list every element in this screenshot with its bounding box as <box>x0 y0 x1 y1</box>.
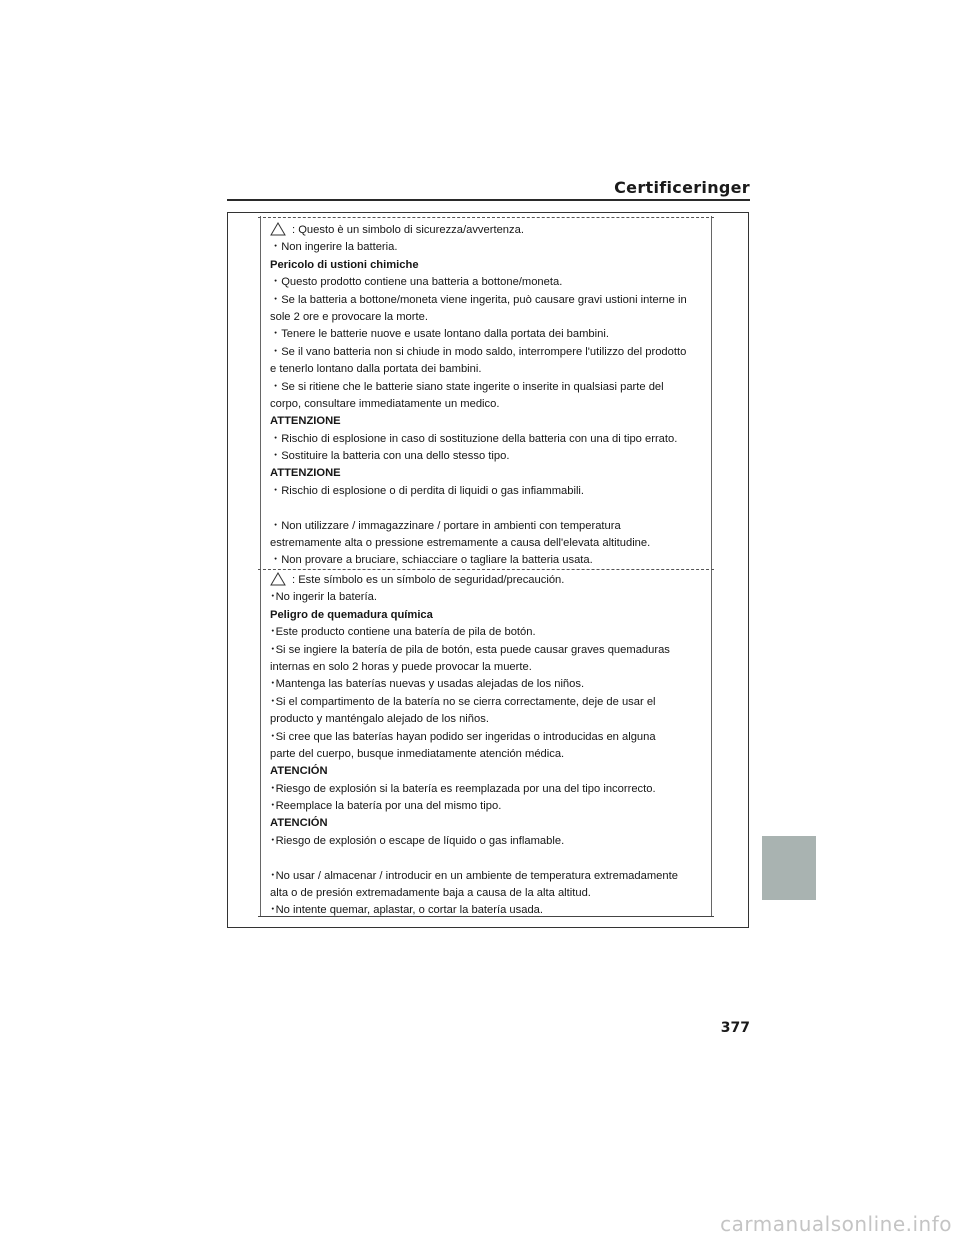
text-line <box>270 572 706 589</box>
text-line <box>270 274 706 291</box>
section-heading <box>270 763 706 780</box>
line-text: sole 2 ore e provocare la morte. <box>270 310 428 323</box>
line-text: ATENCIÓN <box>270 817 328 830</box>
blank-line <box>270 500 706 517</box>
text-line <box>270 518 706 535</box>
line-text: ATTENZIONE <box>270 467 341 480</box>
italian-warning-section <box>270 222 706 570</box>
text-line <box>270 798 706 815</box>
line-text: ・Questo prodotto contiene una batteria a bottone/moneta. <box>270 276 563 289</box>
top-dashed-rule <box>258 217 714 218</box>
text-line <box>270 309 706 326</box>
text-line <box>270 483 706 500</box>
text-line <box>270 589 706 606</box>
section-heading <box>270 815 706 832</box>
line-text: ･Si se ingiere la batería de pila de botón, esta puede causar graves quemaduras <box>270 643 670 656</box>
line-text: producto y manténgalo alejado de los niños. <box>270 713 489 726</box>
section-heading <box>270 607 706 624</box>
text-line <box>270 746 706 763</box>
section-side-tab <box>762 836 816 900</box>
section-heading <box>270 257 706 274</box>
line-text: ･Riesgo de explosión si la batería es reemplazada por una del tipo incorrecto. <box>270 782 656 795</box>
text-line <box>270 396 706 413</box>
text-line <box>270 431 706 448</box>
line-text: ・Rischio di esplosione in caso di sostituzione della batteria con una di tipo errato. <box>270 432 678 445</box>
text-line <box>270 222 706 239</box>
text-line <box>270 694 706 711</box>
section-heading <box>270 413 706 430</box>
line-text: ･Riesgo de explosión o escape de líquido o gas inflamable. <box>270 834 565 847</box>
page-number: 377 <box>720 1020 750 1036</box>
line-text: ・Se la batteria a bottone/moneta viene ingerita, può causare gravi ustioni interne in <box>270 293 687 306</box>
text-line <box>270 344 706 361</box>
line-text: Peligro de quemadura química <box>270 608 433 621</box>
header-rule <box>227 199 750 201</box>
line-text: ･Reemplace la batería por una del mismo tipo. <box>270 800 502 813</box>
text-line <box>270 833 706 850</box>
text-line <box>270 624 706 641</box>
spanish-warning-section <box>270 572 706 920</box>
line-text: ･Mantenga las baterías nuevas y usadas alejadas de los niños. <box>270 678 585 691</box>
line-text: Pericolo di ustioni chimiche <box>270 258 419 271</box>
text-line <box>270 642 706 659</box>
text-line <box>270 379 706 396</box>
line-text: e tenerlo lontano dalla portata dei bambini. <box>270 363 482 376</box>
line-text: corpo, consultare immediatamente un medico. <box>270 397 500 410</box>
line-text: : Este símbolo es un símbolo de seguridad/precaución. <box>292 574 565 586</box>
line-text: ･No intente quemar, aplastar, o cortar la batería usada. <box>270 904 544 917</box>
line-text: ・Non provare a bruciare, schiacciare o tagliare la batteria usata. <box>270 554 593 567</box>
text-line <box>270 552 706 569</box>
line-text: ・Non utilizzare / immagazzinare / portare in ambienti con temperatura <box>270 519 621 532</box>
text-line <box>270 676 706 693</box>
line-text: ･No usar / almacenar / introducir en un ambiente de temperatura extremadamente <box>270 869 678 882</box>
line-text: ･Este producto contiene una batería de pila de botón. <box>270 626 536 639</box>
text-line <box>270 292 706 309</box>
line-text: ATENCIÓN <box>270 765 328 778</box>
text-line <box>270 868 706 885</box>
line-text: internas en solo 2 horas y puede provocar la muerte. <box>270 660 532 673</box>
watermark: carmanualsonline.info <box>720 1212 952 1236</box>
section-heading <box>270 465 706 482</box>
line-text: : Questo è un simbolo di sicurezza/avvertenza. <box>292 224 524 236</box>
text-line <box>270 711 706 728</box>
line-text: ATTENZIONE <box>270 415 341 428</box>
line-text: ・Tenere le batterie nuove e usate lontano dalla portata dei bambini. <box>270 328 609 341</box>
line-text: parte del cuerpo, busque inmediatamente atención médica. <box>270 747 565 760</box>
line-text: alta o de presión extremadamente baja a causa de la alta altitud. <box>270 887 591 900</box>
line-text: estremamente alta o pressione estremamente a causa dell'elevata altitudine. <box>270 537 651 550</box>
line-text: ･Si cree que las baterías hayan podido ser ingeridas o introducidas en alguna <box>270 730 656 743</box>
line-text: ・Se si ritiene che le batterie siano state ingerite o inserite in qualsiasi parte del <box>270 380 664 393</box>
text-line <box>270 729 706 746</box>
text-line <box>270 659 706 676</box>
line-text: ・Sostituire la batteria con una dello stesso tipo. <box>270 450 510 463</box>
text-line <box>270 885 706 902</box>
text-line <box>270 902 706 919</box>
line-text: ･Si el compartimento de la batería no se cierra correctamente, deje de usar el <box>270 695 656 708</box>
line-text: ・Non ingerire la batteria. <box>270 241 398 254</box>
text-line <box>270 535 706 552</box>
text-line <box>270 361 706 378</box>
page-title: Certificeringer <box>614 178 750 197</box>
line-text: ･No ingerir la batería. <box>270 591 377 604</box>
blank-line <box>270 850 706 867</box>
warning-triangle-icon <box>270 572 286 586</box>
warning-triangle-icon <box>270 222 286 236</box>
text-line <box>270 781 706 798</box>
text-line <box>270 448 706 465</box>
line-text: ・Rischio di esplosione o di perdita di liquidi o gas infiammabili. <box>270 484 585 497</box>
text-line <box>270 326 706 343</box>
line-text: ・Se il vano batteria non si chiude in modo saldo, interrompere l'utilizzo del prodotto <box>270 345 687 358</box>
text-line <box>270 239 706 256</box>
